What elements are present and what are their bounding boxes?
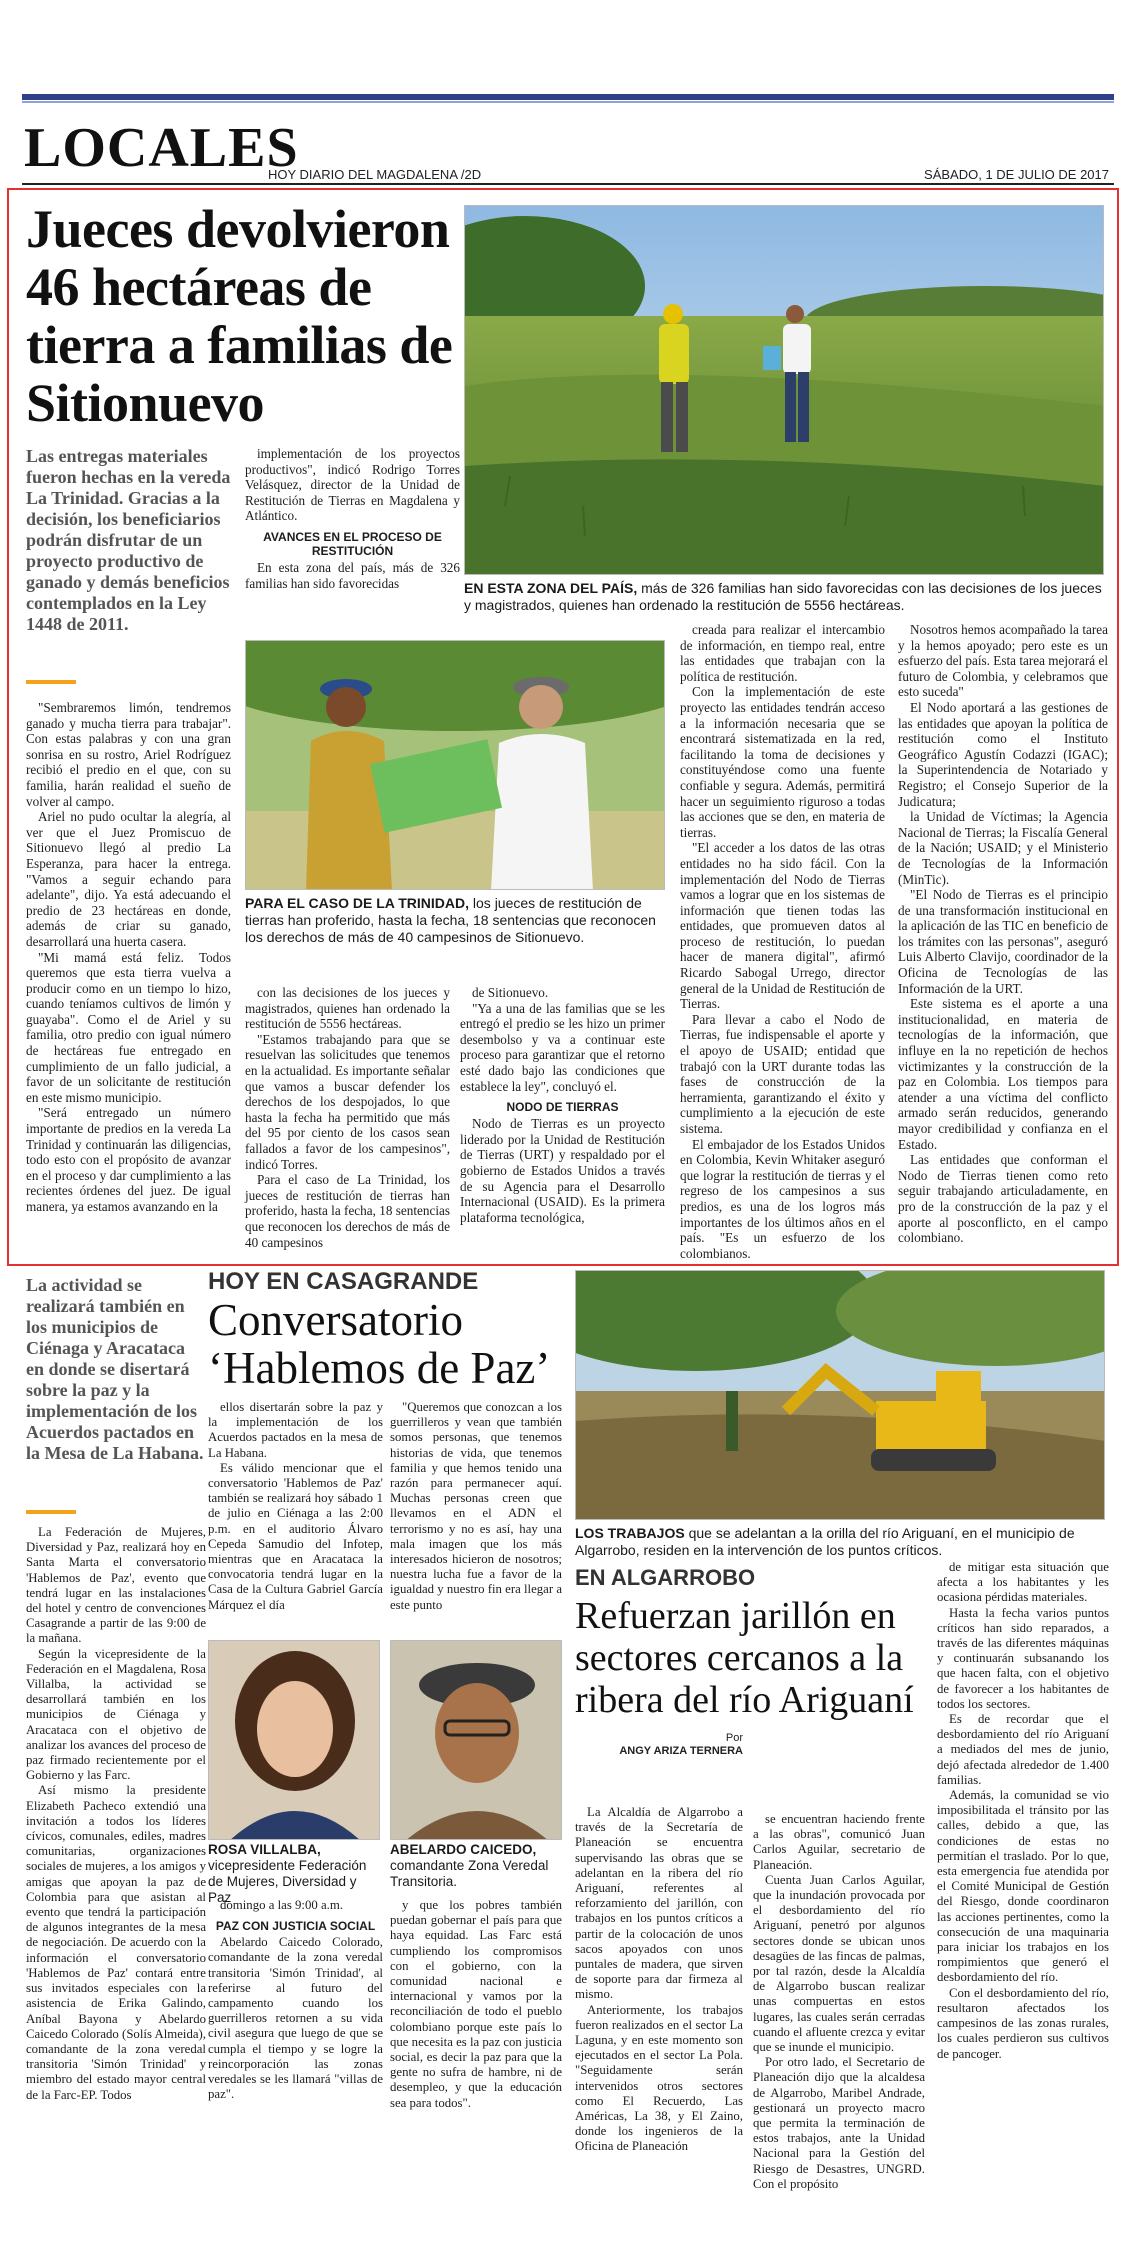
masthead-bar <box>22 94 1114 100</box>
story2-column-1 <box>26 1525 206 2103</box>
paragraph: Según la vicepresidente de la Federación en el Magdalena, Rosa Villalba, la actividad se desarrollará también en los municipios de Ciénaga y Aracataca con el objetivo de analizar los avances del proceso de paz firmado recientemente por el Gobierno y las Farc. <box>26 1646 206 1783</box>
story2-deck: La actividad se realizará también en los municipios de Ciénaga y Aracataca en donde se disertará sobre la paz y la implementación de los Acuerdos pactados en la Mesa de La Habana. <box>26 1275 204 1463</box>
paragraph: de mitigar esta situación que afecta a los habitantes y les ocasiona pérdidas materiales. <box>937 1560 1109 1605</box>
paragraph: domingo a las 9:00 a.m. <box>220 1898 343 1912</box>
story3-kicker: EN ALGARROBO <box>575 1565 756 1590</box>
story3-column-3 <box>937 1560 1109 2062</box>
paragraph: "Mi mamá está feliz. Todos queremos que esta tierra vuelva a producir como en un tiempo lo hizo, cuando teníamos cultivos de limón y guayaba". Como el de Ariel y su familia, otro predio con igual número de hectáreas fue entregado en cumplimiento de un fallo judicial, a favor de un solicitante de restitución en este mismo municipio. <box>26 949 231 1105</box>
story1-column-2-bottom <box>245 985 450 1250</box>
byline-prefix: Por <box>725 1732 743 1744</box>
paragraph: "Ya a una de las familias que se les entregó el predio se les hizo un primer desembolso y va a continuar este proceso para garantizar que el retorno esté dado bajo las condiciones que establece la ley", concluyó el. <box>460 1000 665 1094</box>
byline-author: ANGY ARIZA TERNERA <box>619 1745 743 1757</box>
paragraph: Es de recordar que el desbordamiento del río Ariguaní a mediados del mes de junio, dejó afectada alrededor de 1.400 familias. <box>937 1712 1109 1787</box>
story3-column-2 <box>753 1812 925 2192</box>
paragraph: Las entidades que conforman el Nodo de Tierras tienen como reto seguir trabajando articuladamente, en pro de la construcción de la paz y el aporte al posconflicto, en el campo colombiano. <box>898 1152 1108 1246</box>
subhead-nodo: NODO DE TIERRAS <box>506 1100 619 1115</box>
story2-column-3-top <box>390 1400 562 1613</box>
paragraph: Nosotros hemos acompañado la tarea y la hemos apoyado; pero este es un esfuerzo del país. Esta tarea mejorará el futuro de Colombia, y celebramos que esto suceda" <box>898 622 1108 700</box>
paragraph: Con el desbordamiento del río, resultaron afectados los campesinos de las zonas rurales, los cuales perdieron sus cultivos de pancoger. <box>937 1985 1109 2061</box>
paragraph: "El acceder a los datos de las otras entidades no ha sido fácil. Con la implementación del Nodo de Tierras vamos a lograr que en los sistemas de información que tienen todas las entidades, que promueven datos al proceso de restitución, lo puedan hacer de manera digital", afirmó Ricardo Sabogal Urrego, director general de la Unidad de Restitución de Tierras. <box>680 840 885 1012</box>
portrait-rosa-villalba <box>208 1640 380 1840</box>
paragraph: implementación de los proyectos productivos", indicó Rodrigo Torres Velásquez, director de la Unidad de Restitución de Tierras en Magdalena y Atlántico. <box>245 446 460 524</box>
portrait-role: comandante Zona Veredal Transitoria. <box>390 1858 549 1889</box>
story1-column-2-top <box>245 446 460 591</box>
paragraph: Este sistema es el aporte a una institucionalidad, en materia de tecnologías de la información, que influye en la no repetición de hechos victimizantes y la construcción de la paz en Colombia. Los tiempos para atender a una víctima del conflicto armado serán reducidos, generando mayor credibilidad y confianza en el Estado. <box>898 996 1108 1152</box>
section-title: LOCALES <box>24 117 299 179</box>
photo-la-trinidad <box>245 640 665 890</box>
deck-accent-rule <box>26 1510 76 1514</box>
paragraph: Anteriormente, los trabajos fueron realizados en el sector La Laguna, y en este momento son ejecutados en el sector La Pola. "Seguidamente serán intervenidos otros sectores como El Recuerdo, Las Américas, La 38, y El Zaino, donde los ingenieros de la Oficina de Planeación <box>575 2002 743 2154</box>
caption-label: EN ESTA ZONA DEL PAÍS, <box>464 580 638 596</box>
paragraph: Nodo de Tierras es un proyecto liderado por la Unidad de Restitución de Tierras (URT) y respaldado por el gobierno de Estados Unidos a través de su Agencia para el Desarrollo Internacional (USAID). Es la primera plataforma tecnológica, <box>460 1116 665 1225</box>
story2-column-2-top <box>208 1400 383 1613</box>
masthead-bar-thin <box>22 101 1114 103</box>
portrait-abelardo-caicedo <box>390 1640 562 1840</box>
paragraph: En esta zona del país, más de 326 familias han sido favorecidas <box>245 559 460 591</box>
paragraph: Con la implementación de este proyecto las entidades tendrán acceso a la información necesaria que se encontrará sistematizada en la red, facilitando la toma de decisiones y constituyéndose como una fuente confiable y segura. Además, permitirá hacer un seguimiento riguroso a todas las acciones que se den, en materia de tierras. <box>680 684 885 840</box>
story1-column-5 <box>898 622 1108 1246</box>
paragraph: Para llevar a cabo el Nodo de Tierras, fue indispensable el aporte y el apoyo de USAID; entidad que trabajó con la URT durante todas las fases de construcción de la herramienta, garantizando el éxito y cumplimiento a la ejecución de este sistema. <box>680 1011 885 1136</box>
story1-headline: Jueces devolvieron 46 hectáreas de tierra a familias de Sitionuevo <box>26 199 453 433</box>
story3-headline: Refuerzan jarillón en sectores cercanos a la ribera del río Ariguaní <box>575 1595 914 1721</box>
story1-column-3 <box>460 985 665 1225</box>
subhead-paz: PAZ CON JUSTICIA SOCIAL <box>215 1919 376 1934</box>
portrait-name: ROSA VILLALBA, <box>208 1842 321 1857</box>
caption-label: LOS TRABAJOS <box>575 1525 685 1541</box>
paragraph: La Alcaldía de Algarrobo a través de la Secretaría de Planeación se encuentra supervisando las obras que se adelantan en la ribera del río Ariguaní, referentes al reforzamiento del jarillón, con trabajos en los puntos críticos a partir de la colocación de unos sacos apoyados con unos puntales de madera, que sirven de soporte para dar firmeza al mismo. <box>575 1805 743 2002</box>
story2-column-3-bottom <box>390 1898 562 2111</box>
portrait-name: ABELARDO CAICEDO, <box>390 1842 537 1857</box>
story1-column-4 <box>680 622 885 1261</box>
paragraph: "Queremos que conozcan a los guerrilleros y vean que también somos personas, que tenemos historias de vida, que tenemos familia y que hemos tenido una razón para permanecer aquí. Muchas personas creen que llevamos en el ADN el terrorismo y no es así, hay una mala imagen que los más interesados hicieron de nosotros; nuestra lucha fue a favor de la igualdad y nuestro fin era llegar a este punto <box>390 1400 562 1612</box>
portrait-abelardo-caption <box>390 1842 565 1890</box>
paragraph: La Federación de Mujeres, Diversidad y Paz, realizará hoy en Santa Marta el conversatorio 'Hablemos de Paz', evento que tendrá lugar en las instalaciones del hotel y centro de convenciones Casagrande a partir de las 9:00 de la mañana. <box>26 1525 206 1646</box>
paragraph: de Sitionuevo. <box>472 985 549 1000</box>
paragraph: con las decisiones de los jueces y magistrados, quienes han ordenado la restitución de 5556 hectáreas. <box>245 985 450 1032</box>
paragraph: Para el caso de La Trinidad, los jueces de restitución de tierras han proferido, hasta la fecha, 18 sentencias que reconocen los derechos de más de 40 campesinos <box>245 1172 450 1250</box>
paragraph: Por otro lado, el Secretario de Planeación dijo que la alcaldesa de Algarrobo, Maribel Andrade, gestionará un proyecto macro que permita la terminación de estos trabajos, ante la Unidad Nacional para la Gestión del Riesgo de Desastres, UNGRD. Con el propósito <box>753 2055 925 2191</box>
paragraph: "Sembraremos limón, tendremos ganado y mucha tierra para trabajar". Con estas palabras y con una gran sonrisa en su rostro, Ariel Rodríguez recibió el predio en el que, con su familia, harán realidad el sueño de volver al campo. <box>26 700 231 809</box>
edition-date: SÁBADO, 1 DE JULIO DE 2017 <box>924 167 1109 182</box>
photo-excavator-caption <box>575 1525 1105 1559</box>
paragraph: Así mismo la presidente Elizabeth Pacheco extendió una invitación a todos los líderes cívicos, comunales, ediles, madres comunitarias, organizaciones sociales de mujeres, a los amigos y amigas que apoyan la paz de Colombia para que asistan al evento que tendrá la participación de algunos integrantes de la mesa de negociación. De acuerdo con la información el conversatorio 'Hablemos de Paz' contará entre sus invitados especiales con la asistencia de Erika Galindo, Aníbal Bayona y Abelardo Caicedo Colorado (Solís Almeida), comandante de la zona veredal transitoria 'Simón Trinidad' y miembro del estado mayor central de la Farc-EP. Todos <box>26 1783 206 2102</box>
portrait-rosa-caption <box>208 1842 383 1906</box>
paragraph: creada para realizar el intercambio de información, en tiempo real, entre las entidades que trabajan con la política de restitución. <box>680 622 885 684</box>
story1-deck: Las entregas materiales fueron hechas en la vereda La Trinidad. Gracias a la decisión, los beneficiarios podrán disfrutar de un proyecto productivo de ganado y demás beneficios contemplados en la Ley 1448 de 2011. <box>26 446 231 634</box>
story3-byline <box>575 1732 743 1758</box>
paragraph: "El Nodo de Tierras es el principio de una transformación institucional en la aplicación de las TIC en beneficio de los trámites con las personas", aseguró Luis Alberto Clavijo, coordinador de la Oficina de Tecnologías de las Información de la URT. <box>898 887 1108 996</box>
paragraph: Ariel no pudo ocultar la alegría, al ver que el Juez Promiscuo de Sitionuevo llegó al predio La Esperanza, para hacer la entrega. "Vamos a seguir echando para adelante", dijo. Ya está adecuando el predio de 23 hectáreas en donde, además de criar su ganado, desarrollará una huerta casera. <box>26 809 231 949</box>
paragraph: Abelardo Caicedo Colorado, comandante de la zona veredal transitoria 'Simón Trinidad', al referirse al futuro del campamento cuando los guerrilleros retornen a su vida civil asegura que luego de que se cumpla el tiempo y se logre la reincorporación las zonas veredales se les llamará "villas de paz". <box>208 1935 383 2102</box>
photo-excavator-works <box>575 1270 1105 1520</box>
paragraph: "Será entregado un número importante de predios en la vereda La Trinidad y continuarán las diligencias, todo esto con el propósito de avanzar en el proceso y dar cumplimiento a las recientes órdenes del juez. De igual manera, ya estamos avanzando en la <box>26 1105 231 1214</box>
paragraph: Hasta la fecha varios puntos críticos han sido reparados, a través de las diferentes máquinas y continuarán subsanando los que hacen falta, con el objetivo de favorecer a los habitantes de todos los sectores. <box>937 1605 1109 1711</box>
portrait-role: vicepresidente Federación de Mujeres, Diversidad y Paz <box>208 1858 367 1905</box>
deck-accent-rule <box>26 680 76 684</box>
story1-column-1 <box>26 700 231 1215</box>
masthead-rule <box>22 183 1114 185</box>
story3-column-1 <box>575 1805 743 2155</box>
photo-field-inspection <box>464 205 1104 575</box>
paragraph: Es válido mencionar que el conversatorio 'Hablemos de Paz' también se realizará hoy sábado 1 de julio en Ciénaga a las 2:00 p.m. en el auditorio Álvaro Cepeda Samudio del Infotep, mientras que en Aracataca la convocatoria tendrá lugar en la Casa de la Cultura Gabriel García Márquez el día <box>208 1460 383 1612</box>
story2-kicker: HOY EN CASAGRANDE <box>208 1268 479 1295</box>
paragraph: El Nodo aportará a las gestiones de las entidades que apoyan la política de restitución como el Instituto Geográfico Agustín Codazzi (IGAC); la Superintendencia de Notariado y Registro; el Consejo Superior de la Judicatura; <box>898 699 1108 809</box>
paragraph: la Unidad de Víctimas; la Agencia Nacional de Tierras; la Fiscalía General de la Nación; USAID; y el Ministerio de Tecnologías de la Información (MinTic). <box>898 809 1108 887</box>
photo-field-caption <box>464 580 1104 614</box>
caption-text: los jueces de restitución de tierras han proferido, hasta la fecha, 18 sentencias que reconocen los derechos de más de 40 campesinos de Sitionuevo. <box>245 895 656 945</box>
subhead-avances: AVANCES EN EL PROCESO DE RESTITUCIÓN <box>263 529 442 558</box>
paragraph: y que los pobres también puedan gobernar el país para que haya equidad. Las Farc está cumpliendo los compromisos con el gobierno, con la comunidad nacional e internacional y vamos por la reconciliación de todo el pueblo colombiano porque este país lo que necesita es la paz con justicia social, es decir la paz para que la gente no sufra de hambre, ni de desempleo, y que la educación sea para todos". <box>390 1898 562 2110</box>
paragraph: Además, la comunidad se vio imposibilitada el tránsito por las calles, debido a que, las condiciones de estas no permitían el traslado. Por lo que, esta emergencia fue atendida por el Comité Municipal de Gestión del Riesgo, donde coordinaron las acciones pertinentes, como la consecución de una maquinaria para iniciar los trabajos en los rompimientos que generó el desbordamiento del río. <box>937 1788 1109 1985</box>
publication-folio: HOY DIARIO DEL MAGDALENA /2D <box>268 167 482 182</box>
photo-la-trinidad-caption <box>245 895 665 946</box>
story2-headline: Conversatorio ‘Hablemos de Paz’ <box>208 1295 551 1393</box>
story2-column-2-bottom <box>208 1898 383 2102</box>
paragraph: "Estamos trabajando para que se resuelvan las solicitudes que tenemos en la actualidad. Es importante señalar que vamos a buscar defender los derechos de los despojados, lo que hasta la fecha ha permitido que más del 95 por ciento de los casos sean fallados a favor de los campesinos", indicó Torres. <box>245 1031 450 1172</box>
caption-text: que se adelantan a la orilla del río Ariguaní, en el municipio de Algarrobo, residen en la intervención de los puntos críticos. <box>575 1525 1075 1558</box>
paragraph: ellos disertarán sobre la paz y la implementación de los Acuerdos pactados en la mesa de La Habana. <box>208 1400 383 1460</box>
caption-label: PARA EL CASO DE LA TRINIDAD, <box>245 895 470 911</box>
paragraph: El embajador de los Estados Unidos en Colombia, Kevin Whitaker aseguró que lograr la restitución de tierras y el regreso de los campesinos a sus predios, es una de los logros más importantes de los últimos años en el país. "Es un esfuerzo de los colombianos. <box>680 1136 885 1261</box>
paragraph: Cuenta Juan Carlos Aguilar, que la inundación provocada por el desbordamiento del río Ariguaní, penetró por algunos sectores donde se ubican unos desagües de las fincas de palmas, por tal razón, desde la Alcaldía de Algarrobo buscan realizar unas compuertas en estos lugares, las cuales serán cerradas cuando el afluente crezca y evitar que se inunde el municipio. <box>753 1872 925 2055</box>
paragraph: se encuentran haciendo frente a las obras", comunicó Juan Carlos Aguilar, secretario de Planeación. <box>753 1812 925 1872</box>
caption-text: más de 326 familias han sido favorecidas con las decisiones de los jueces y magistrados, quienes han ordenado la restitución de 5556 hectáreas. <box>464 580 1102 613</box>
